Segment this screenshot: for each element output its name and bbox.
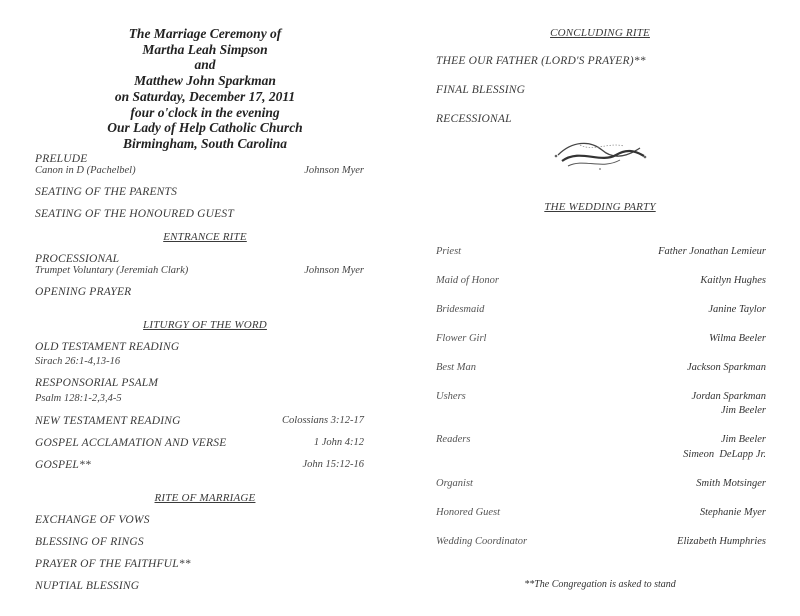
processional-performer: Johnson Myer [304, 265, 364, 276]
party-role-honored-guest: Honored Guest [436, 507, 501, 518]
party-role-best-man: Best Man [436, 362, 476, 373]
party-role-readers: Readers [436, 434, 471, 445]
prelude-label: PRELUDE [35, 153, 88, 165]
congregation-note: **The Congregation is asked to stand [524, 579, 676, 590]
lords-prayer: THEE OUR FATHER (LORD'S PRAYER)** [436, 55, 646, 67]
new-testament-ref: Colossians 3:12-17 [282, 415, 364, 426]
opening-prayer: OPENING PRAYER [35, 286, 132, 298]
party-role-bridesmaid: Bridesmaid [436, 304, 485, 315]
final-blessing: FINAL BLESSING [436, 84, 526, 96]
title-line: Matthew John Sparkman [134, 73, 276, 89]
party-role-priest: Priest [436, 246, 462, 257]
party-role-ushers: Ushers [436, 391, 466, 402]
party-name-flower-girl: Wilma Beeler [709, 333, 766, 344]
new-testament-label: NEW TESTAMENT READING [35, 415, 181, 427]
party-name-maid-of-honor: Kaitlyn Hughes [700, 275, 766, 286]
party-name-best-man: Jackson Sparkman [686, 362, 766, 373]
exchange-of-vows: EXCHANGE OF VOWS [35, 514, 150, 526]
psalm-ref: Psalm 128:1-2,3,4-5 [35, 393, 122, 404]
party-role-organist: Organist [436, 478, 473, 489]
old-testament-label: OLD TESTAMENT READING [35, 341, 180, 353]
party-name-bridesmaid: Janine Taylor [708, 304, 766, 315]
title-line: Martha Leah Simpson [142, 41, 268, 57]
party-name-honored-guest: Stephanie Myer [699, 507, 766, 518]
flourish-ornament-icon [550, 136, 650, 174]
prayer-of-the-faithful: PRAYER OF THE FAITHFUL** [35, 558, 191, 570]
party-name-usher: Jordan Sparkman [691, 391, 766, 402]
party-name-organist: Smith Motsinger [696, 478, 766, 489]
party-name-reader: Jim Beeler [720, 434, 766, 445]
seating-honoured-guest: SEATING OF THE HONOURED GUEST [35, 208, 234, 220]
concluding-rite-heading: CONCLUDING RITE [550, 27, 650, 39]
ceremony-title [90, 26, 320, 152]
liturgy-heading: LITURGY OF THE WORD [143, 319, 267, 331]
party-role-maid-of-honor: Maid of Honor [436, 275, 499, 286]
title-line: Birmingham, South Carolina [123, 135, 287, 151]
wedding-party-heading: THE WEDDING PARTY [544, 201, 656, 213]
processional-piece: Trumpet Voluntary (Jeremiah Clark) [35, 265, 189, 276]
seating-parents: SEATING OF THE PARENTS [35, 186, 178, 198]
party-name-priest: Father Jonathan Lemieur [658, 246, 766, 257]
entrance-rite-heading: ENTRANCE RITE [163, 231, 247, 243]
nuptial-blessing: NUPTIAL BLESSING [35, 580, 140, 592]
recessional: RECESSIONAL [436, 113, 512, 125]
rite-of-marriage-heading: RITE OF MARRIAGE [154, 492, 256, 504]
old-testament-ref: Sirach 26:1-4,13-16 [35, 356, 121, 367]
party-name-reader: Simeon DeLapp Jr. [683, 449, 766, 460]
title-line: The Marriage Ceremony of [128, 26, 282, 41]
title-line: on Saturday, December 17, 2011 [114, 88, 296, 104]
prelude-performer: Johnson Myer [304, 165, 364, 176]
party-name-wedding-coordinator: Elizabeth Humphries [677, 536, 766, 547]
acclamation-ref: 1 John 4:12 [313, 437, 364, 448]
title-line: four o'clock in the evening [130, 104, 280, 120]
party-role-wedding-coordinator: Wedding Coordinator [436, 536, 528, 547]
psalm-label: RESPONSORIAL PSALM [35, 377, 159, 389]
title-line: and [194, 57, 216, 73]
gospel-label: GOSPEL** [35, 459, 91, 471]
gospel-ref: John 15:12-16 [302, 459, 364, 470]
processional-label: PROCESSIONAL [35, 253, 120, 265]
party-name-usher: Jim Beeler [720, 405, 766, 416]
prelude-piece: Canon in D (Pachelbel) [35, 165, 136, 176]
acclamation-label: GOSPEL ACCLAMATION AND VERSE [35, 437, 227, 449]
blessing-of-rings: BLESSING OF RINGS [35, 536, 144, 548]
party-role-flower-girl: Flower Girl [436, 333, 487, 344]
title-line: Our Lady of Help Catholic Church [107, 120, 303, 136]
